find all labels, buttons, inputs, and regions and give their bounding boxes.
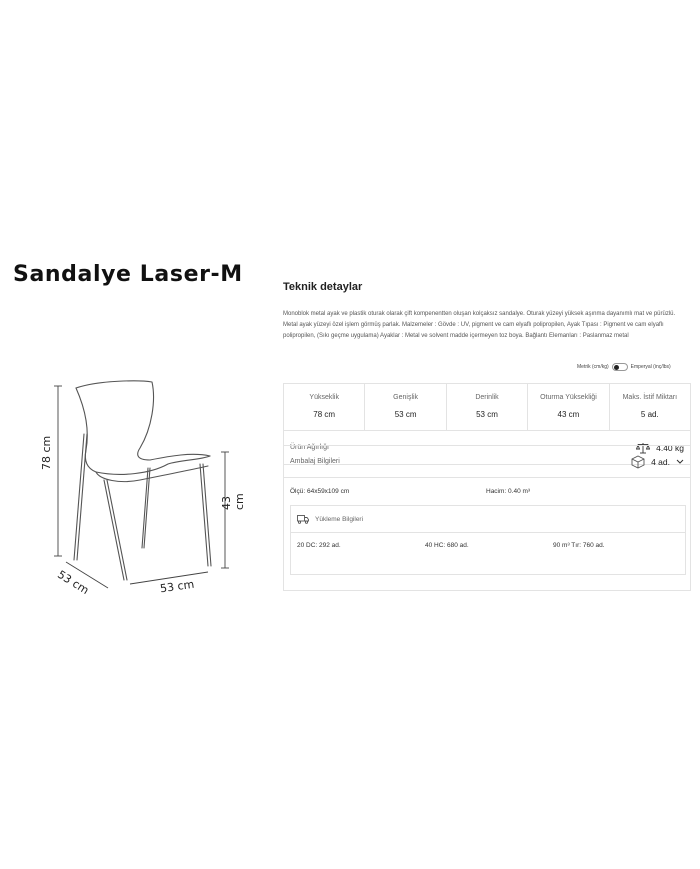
spec-label: Oturma Yüksekliği bbox=[540, 394, 597, 401]
spec-label: Genişlik bbox=[393, 394, 419, 401]
loading-label: Yükleme Bilgileri bbox=[315, 515, 364, 523]
spec-value: 53 cm bbox=[394, 410, 417, 419]
packaging-info bbox=[290, 488, 684, 495]
depth-dimension-label: 53 cm bbox=[55, 567, 92, 598]
packaging-count: 4 ad. bbox=[651, 456, 670, 467]
loading-truck: 90 m³ Tır: 760 ad. bbox=[553, 542, 605, 549]
packaging-panel bbox=[283, 442, 691, 591]
spec-label: Maks. İstif Miktarı bbox=[622, 394, 678, 401]
unit-switch[interactable] bbox=[612, 363, 628, 371]
section-heading: Teknik detaylar bbox=[283, 281, 363, 293]
loading-info-box bbox=[290, 505, 686, 575]
weight-label: Ürün Ağırlığı bbox=[290, 444, 329, 451]
chair-dimension-drawing bbox=[40, 380, 245, 600]
loading-20dc: 20 DC: 292 ad. bbox=[297, 542, 341, 549]
spec-cell bbox=[447, 384, 528, 430]
height-dimension-label: 78 cm bbox=[40, 435, 53, 470]
spec-label: Derinlik bbox=[475, 394, 499, 401]
metric-label: Metrik (cm/kg) bbox=[577, 364, 609, 370]
loading-header bbox=[291, 506, 685, 533]
package-volume: Hacim: 0.40 m³ bbox=[486, 488, 531, 495]
loading-values bbox=[291, 533, 685, 549]
chair-outline-drawing bbox=[40, 380, 245, 600]
box-icon bbox=[631, 455, 645, 469]
seat-height-dimension-label: 43 cm bbox=[220, 493, 246, 510]
spec-table bbox=[283, 383, 691, 431]
packaging-label: Ambalaj Bilgileri bbox=[290, 458, 340, 465]
imperial-label: Emperyal (inç/lbs) bbox=[630, 364, 671, 370]
loading-40hc: 40 HC: 680 ad. bbox=[425, 542, 469, 549]
unit-toggle[interactable] bbox=[577, 363, 671, 371]
package-size: Ölçü: 64x59x109 cm bbox=[290, 488, 350, 495]
spec-value: 43 cm bbox=[557, 410, 580, 419]
weight-value: 4.40 kg bbox=[656, 442, 684, 453]
product-description: Monoblok metal ayak ve plastik oturak olarak çift kompenentten oluşan kolçaksız sandalye. Oturak yüzeyi yüksek aşınma dayanımlı mat ve pürüzlü. Metal ayak yüzeyi özel işlem görmüş parlak. Malzemeler : Gövde : UV, pigment ve cam elyaflı polipropilen, Ayak Tıpası : Pigment ve cam elyaflı polipropilen, (Sıkı geçme uygulama) Ayaklar : Metal ve solvent madde içermeyen toz boya. Bağlantı Elemanları : Paslanmaz metal bbox=[283, 311, 676, 339]
packaging-header[interactable] bbox=[284, 446, 690, 478]
spec-cell bbox=[365, 384, 446, 430]
spec-value: 5 ad. bbox=[640, 410, 659, 419]
spec-value: 53 cm bbox=[476, 410, 498, 419]
truck-icon bbox=[297, 515, 309, 524]
spec-value: 78 cm bbox=[313, 410, 336, 419]
switch-knob bbox=[614, 365, 619, 370]
width-dimension-label: 53 cm bbox=[159, 577, 196, 596]
product-title: Sandalye Laser-M bbox=[13, 262, 243, 287]
spec-label: Yükseklik bbox=[309, 394, 339, 401]
chevron-down-icon[interactable] bbox=[676, 459, 684, 465]
spec-cell bbox=[610, 384, 690, 430]
spec-cell bbox=[284, 384, 365, 430]
spec-cell bbox=[528, 384, 609, 430]
